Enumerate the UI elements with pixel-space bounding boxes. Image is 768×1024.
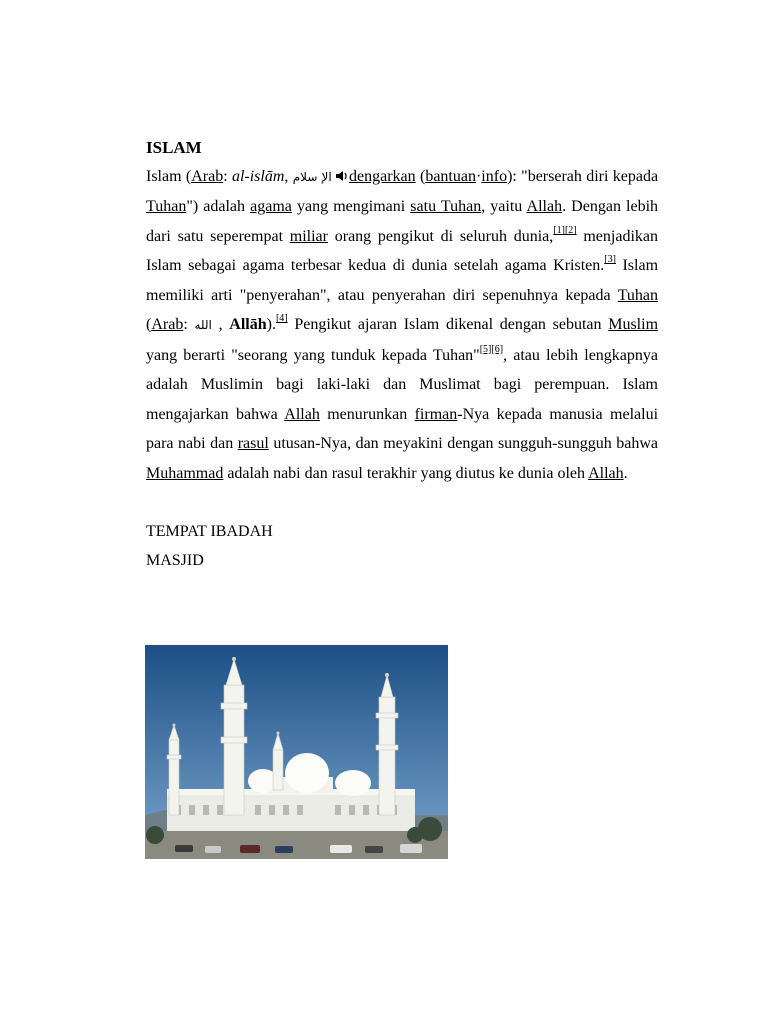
- speaker-icon[interactable]: [336, 170, 349, 182]
- term-al-islam: al-islām: [231, 168, 285, 185]
- link-tuhan-2[interactable]: Tuhan: [617, 286, 658, 304]
- link-miliar[interactable]: miliar: [289, 227, 328, 245]
- link-tuhan[interactable]: Tuhan: [146, 198, 187, 216]
- link-satu-tuhan[interactable]: satu Tuhan: [410, 198, 482, 216]
- footnote-ref-5-6[interactable]: [5][6]: [479, 343, 504, 355]
- term-allah-bold: Allāh: [229, 316, 267, 334]
- heading-masjid: MASJID: [146, 551, 204, 569]
- arabic-allah-text: الله: [194, 318, 212, 333]
- spacer: [146, 488, 658, 517]
- link-info[interactable]: info: [481, 168, 508, 185]
- link-allah-3[interactable]: Allah: [588, 464, 624, 482]
- intro-paragraph: Islam (Arab: al-islām, الإ سلام dengarkan (bantuan·info): "berserah diri kepada Tuhan") adalah agama yang mengimani satu Tuhan, yaitu Allah. Dengan lebih dari satu seperempat miliar orang pengikut di seluruh dunia,[1][2] menjadikan Islam sebagai agama terbesar kedua di dunia setelah agama Kristen.[3] Islam memiliki arti "penyerahan", atau penyerahan diri sepenuhnya kepada Tuhan (Arab: الله , Allāh).[4] Pengikut ajaran Islam dikenal dengan sebutan Muslim yang berarti "seorang yang tunduk kepada Tuhan"[5][6], atau lebih lengkapnya adalah Muslimin bagi laki-laki dan Muslimat bagi perempuan. Islam mengajarkan bahwa Allah menurunkan firman-Nya kepada manusia melalui para nabi dan rasul utusan-Nya, dan meyakini dengan sungguh-sungguh bahwa Muhammad adalah nabi dan rasul terakhir yang diutus ke dunia oleh Allah.: [146, 168, 659, 482]
- footnote-ref-3[interactable]: [3]: [604, 254, 616, 266]
- link-firman[interactable]: firman: [414, 405, 458, 423]
- link-muhammad[interactable]: Muhammad: [146, 464, 224, 482]
- link-bantuan[interactable]: bantuan: [425, 168, 476, 185]
- link-rasul[interactable]: rasul: [237, 435, 269, 453]
- mosque-photo: [145, 645, 448, 859]
- document-page: [146, 138, 658, 575]
- page-title: ISLAM: [146, 138, 202, 157]
- arabic-islam-text: الإ سلام: [292, 170, 332, 184]
- footnote-ref-4[interactable]: [4]: [275, 313, 288, 325]
- link-muslim[interactable]: Muslim: [608, 316, 659, 334]
- link-allah-2[interactable]: Allah: [284, 405, 320, 423]
- link-arab-2[interactable]: Arab: [151, 316, 184, 334]
- heading-tempat-ibadah: TEMPAT IBADAH: [146, 522, 273, 540]
- link-allah[interactable]: Allah: [526, 198, 563, 216]
- link-agama[interactable]: agama: [250, 198, 292, 216]
- link-dengarkan[interactable]: dengarkan: [349, 168, 416, 185]
- link-arab[interactable]: Arab: [191, 168, 224, 185]
- footnote-ref-1-2[interactable]: [1][2]: [553, 224, 577, 236]
